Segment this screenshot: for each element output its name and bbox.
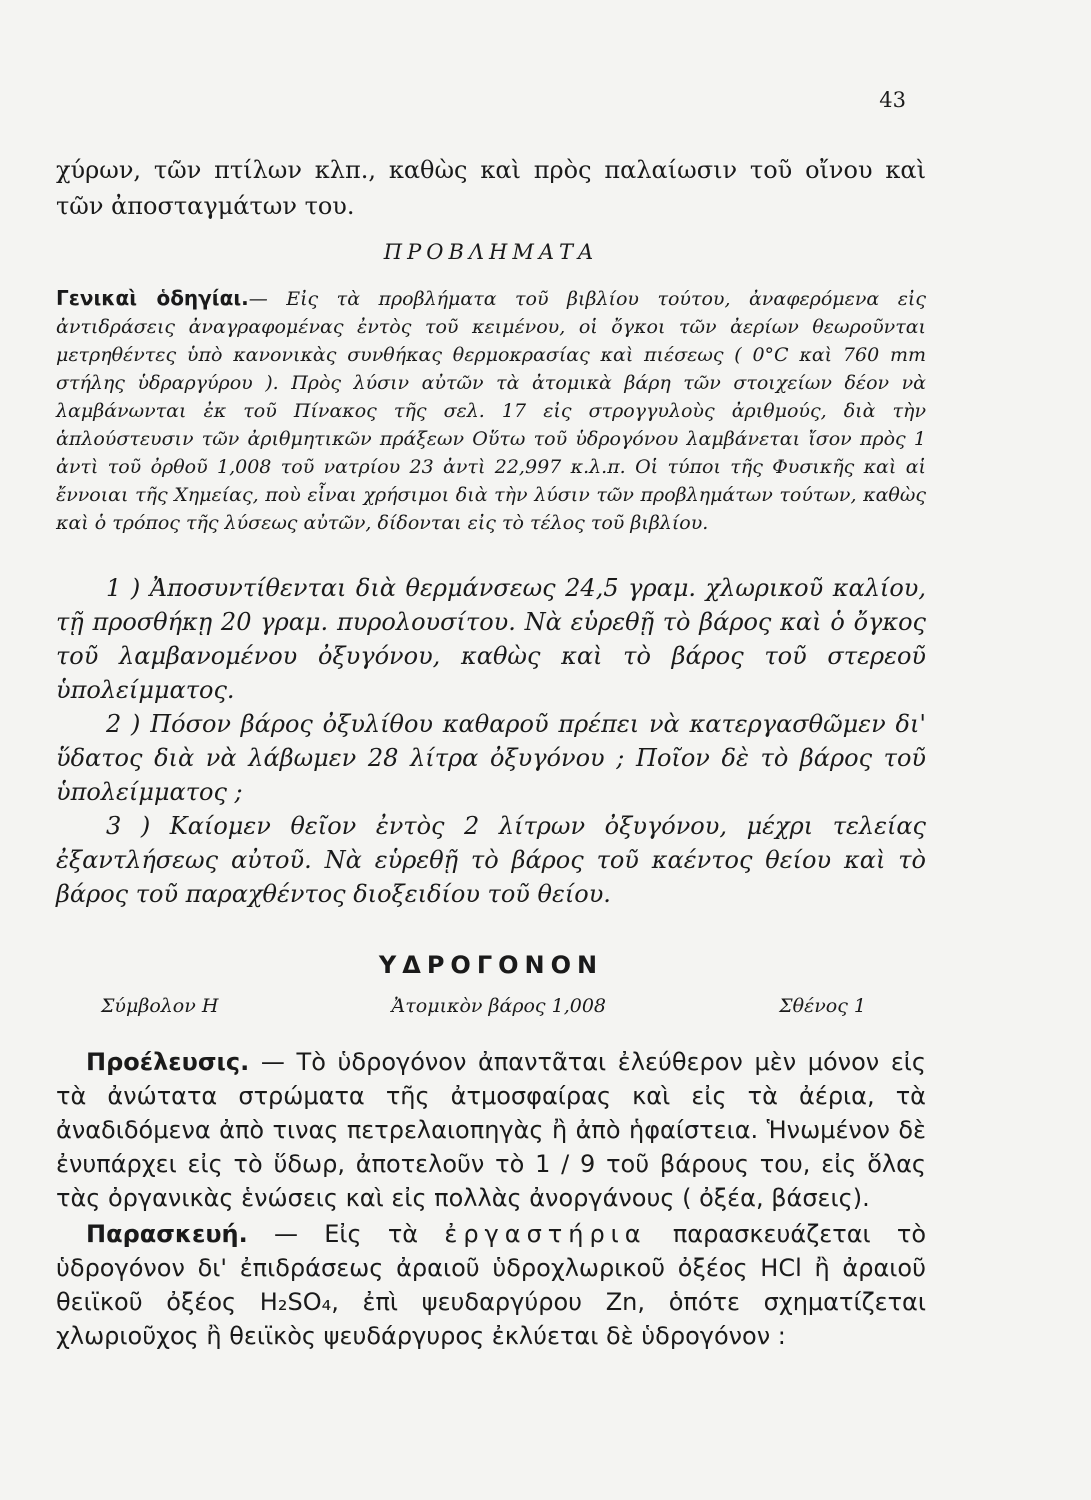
- origin-lead: Προέλευσις.: [86, 1048, 250, 1076]
- body-text: [56, 1045, 926, 1353]
- problem-item: 2 ) Πόσον βάρος ὀξυλίθου καθαροῦ πρέπει νὰ κατεργασθῶμεν δι' ὕδατος διὰ νὰ λάβωμεν 28 λίτρα ὀξυγόνου ; Ποῖον δὲ τὸ βάρος τοῦ ὑπολείμματος ;: [56, 710, 926, 806]
- intro-paragraph: χύρων, τῶν πτίλων κλπ., καθὼς καὶ πρὸς παλαίωσιν τοῦ οἴνου καὶ τῶν ἀποσταγμάτων του.: [56, 156, 926, 220]
- problems-heading: ΠΡΟΒΛΗΜΑΤΑ: [383, 240, 599, 264]
- origin-text: — Τὸ ὑδρογόνον ἀπαντᾶται ἐλεύθερον μὲν μόνον εἰς τὰ ἀνώτατα στρώματα τῆς ἀτμοσφαίρας καὶ εἰς τὰ ἀέρια, τὰ ἀναδιδόμενα ἀπὸ τινας πετρελαιοπηγὰς ἢ ἀπὸ ἡφαίστεια. Ἡνωμένον δὲ ἐνυπάρχει εἰς τὸ ὕδωρ, ἀποτελοῦν τὸ 1 / 9 τοῦ βάρους του, εἰς ὅλας τὰς ὀργανικὰς ἑνώσεις καὶ εἰς πολλὰς ἀνοργάνους ( ὀξέα, βάσεις).: [56, 1048, 926, 1212]
- element-valence: Σθένος 1: [779, 995, 866, 1017]
- element-symbol: Σύμβολον Η: [101, 995, 219, 1017]
- instructions-text: — Εἰς τὰ προβλήματα τοῦ βιβλίου τούτου, ἀναφερόμενα εἰς ἀντιδράσεις ἀναγραφομένας ἐντὸς τοῦ κειμένου, οἱ ὄγκοι τῶν ἀερίων θεωροῦνται μετρηθέντες ὑπὸ κανονικὰς συνθήκας θερμοκρασίας καὶ πιέσεως ( 0°C καὶ 760 mm στήλης ὑδραργύρου ). Πρὸς λύσιν αὐτῶν τὰ ἀτομικὰ βάρη τῶν στοιχείων δέον νὰ λαμβάνωνται ἐκ τοῦ Πίνακος τῆς σελ. 17 εἰς στρογγυλοὺς ἀριθμούς, διὰ τὴν ἁπλούστευσιν τῶν ἀριθμητικῶν πράξεων Οὕτω τοῦ ὑδρογόνου λαμβάνεται ἴσον πρὸς 1 ἀντὶ τοῦ ὀρθοῦ 1,008 τοῦ νατρίου 23 ἀντὶ 22,997 κ.λ.π. Οἱ τύποι τῆς Φυσικῆς καὶ αἱ ἔννοιαι τῆς Χημείας, ποὺ εἶναι χρήσιμοι διὰ τὴν λύσιν τῶν προβλημάτων τούτων, καθὼς καὶ ὁ τρόπος τῆς λύσεως αὐτῶν, δίδονται εἰς τὸ τέλος τοῦ βιβλίου.: [56, 288, 927, 534]
- preparation-text-after: παρασκευάζεται τὸ ὑδρογόνον δι' ἐπιδράσεως ἀραιοῦ ὑδροχλωρικοῦ ὀξέος HCl ἢ ἀραιοῦ θειϊκοῦ ὀξέος H₂SO₄, ἐπὶ ψευδαργύρου Zn, ὁπότε σχηματίζεται χλωριοῦχος ἢ θειϊκὸς ψευδάργυρος ἐκλύεται δὲ ὑδρογόνον :: [56, 1220, 927, 1350]
- preparation-paragraph: [56, 1217, 926, 1353]
- instructions-lead: Γενικαὶ ὁδηγίαι.: [56, 286, 249, 310]
- page-number: 43: [879, 88, 906, 112]
- problem-item: 1 ) Ἀποσυντίθενται διὰ θερμάνσεως 24,5 γραμ. χλωρικοῦ καλίου, τῇ προσθήκῃ 20 γραμ. πυρολουσίτου. Νὰ εὑρεθῇ τὸ βάρος καὶ ὁ ὄγκος τοῦ λαμβανομένου ὀξυγόνου, καθὼς καὶ τὸ βάρος τοῦ στερεοῦ ὑπολείμματος.: [56, 574, 926, 704]
- origin-paragraph: [56, 1045, 926, 1215]
- preparation-text-before: — Εἰς τὰ: [247, 1220, 445, 1248]
- section-title: ΥΔΡΟΓΟΝΟΝ: [378, 951, 604, 979]
- preparation-spaced-word: ἐργαστήρια: [444, 1220, 647, 1248]
- problem-item: 3 ) Καίομεν θεῖον ἐντὸς 2 λίτρων ὀξυγόνου, μέχρι τελείας ἐξαντλήσεως αὐτοῦ. Νὰ εὑρεθῇ τὸ βάρος τοῦ καέντος θείου καὶ τὸ βάρος τοῦ παραχθέντος διοξειδίου τοῦ θείου.: [56, 812, 926, 908]
- preparation-lead: Παρασκευή.: [86, 1220, 248, 1248]
- general-instructions: [56, 284, 926, 537]
- element-atomic-weight: Ἀτομικὸν βάρος 1,008: [391, 995, 607, 1017]
- page-content: [56, 152, 926, 1355]
- problems-list: [56, 571, 926, 911]
- element-meta-row: [101, 995, 866, 1017]
